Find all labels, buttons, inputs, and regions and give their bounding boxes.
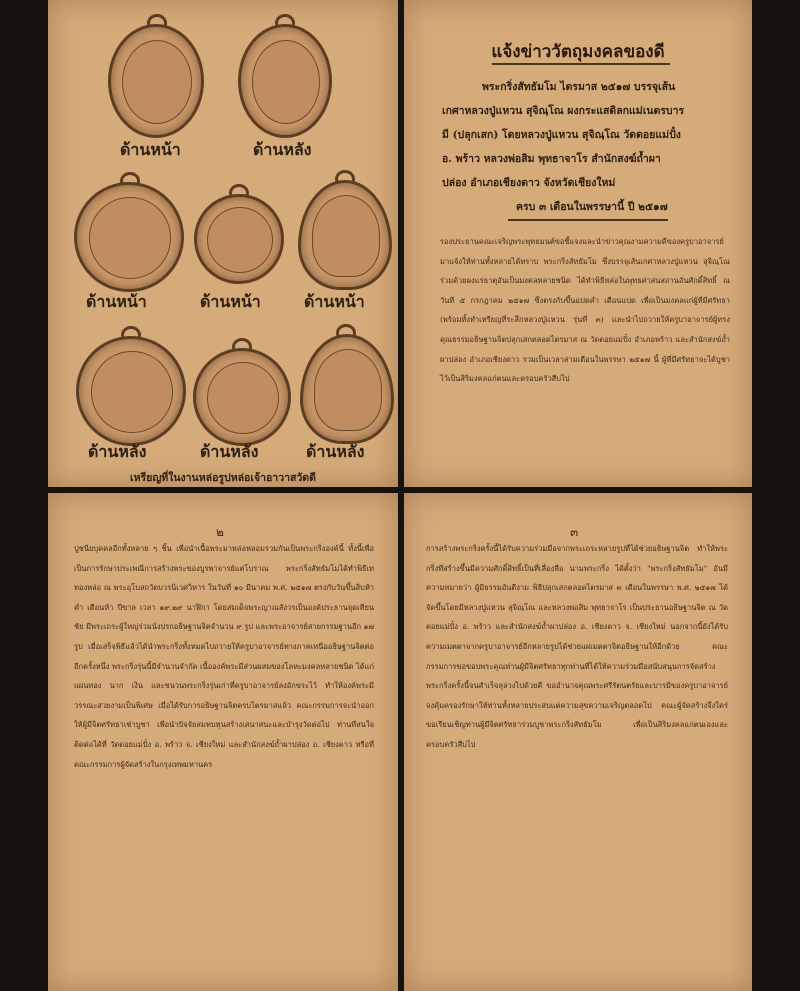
medal-front-oval	[108, 24, 204, 138]
medal-back-bell	[300, 334, 394, 444]
medal-back-oval	[238, 24, 332, 138]
medal-photo-page	[48, 0, 398, 487]
page-3	[404, 493, 752, 991]
page-2-body: ปูชนียบุคคลอีกทั้งหลาย ๆ ชิ้น เพื่อนำเนื้อพระมาหล่อหลอมรวมกันเป็นพระกริ่งองค์นี้ ทั้งนี้เพื่อเป็นการรักษาประเพณีการสร้างพระของบูรพาจารย์แต่โบราณ พระกริ่งสัทธัมโมได้ทำพิธีเททองหล่อ ณ พระอุโบสถวัดบวรนิเวศวิหาร ในวันที่ ๑๐ มีนาคม พ.ศ. ๒๕๑๗ ตรงกับวันขึ้นสิบห้าค่ำ เดือนห้า ปีขาล เวลา ๑๙.๒๙ นาฬิกา โดยสมเด็จพระญาณสังวรเป็นองค์ประธานจุดเทียนชัย มีพระเถระผู้ใหญ่ร่วมนั่งปรกอธิษฐานจิตจำนวน ๙ รูป และพระอาจารย์สายกรรมฐานอีก ๑๗ รูป เมื่อเสร็จพิธีแล้วได้นำพระกริ่งทั้งหมดไปถวายให้ครูบาอาจารย์ทางภาคเหนืออธิษฐานจิตต่ออีกครั้งหนึ่ง พระกริ่งรุ่นนี้มีจำนวนจำกัด เนื้อองค์พระมีส่วนผสมของโลหะมงคลหลายชนิด ได้แก่ แผ่นทอง นาก เงิน และชนวนพระกริ่งรุ่นเก่าที่ครูบาอาจารย์ลงอักขระไว้ ทำให้องค์พระมีวรรณะสวยงามเป็นพิเศษ เมื่อได้รับการอธิษฐานจิตครบไตรมาสแล้ว คณะกรรมการจะนำออกให้ผู้มีจิตศรัทธาเช่าบูชา เพื่อนำปัจจัยสมทบทุนสร้างเสนาสนะและบำรุงวัดต่อไป ท่านที่สนใจติดต่อได้ที่ วัดดอยแม่ปั๋ง อ. พร้าว จ. เชียงใหม่ และสำนักสงฆ์ถ้ำผาปล่อง อ. เชียงดาว หรือที่คณะกรรมการผู้จัดสร้างในกรุงเทพมหานคร	[74, 544, 374, 769]
medal-back-round-1	[76, 336, 186, 446]
caption-back-4: ด้านหลัง	[306, 442, 365, 461]
medal-front-bell	[298, 180, 392, 290]
page-number: ๓	[570, 525, 579, 539]
medal-front-round-1	[74, 182, 184, 292]
page-2	[48, 493, 398, 991]
announcement-subline: พระกริ่งสัทธัมโม ไตรมาส ๒๕๑๗ บรรจุเส้น	[482, 81, 676, 93]
announcement-subline: ปล่อง อำเภอเชียงดาว จังหวัดเชียงใหม่	[442, 177, 616, 189]
caption-back-1: ด้านหลัง	[253, 140, 312, 159]
medal-back-round-2	[193, 348, 291, 446]
caption-back-3: ด้านหลัง	[200, 442, 259, 461]
announcement-subline: อ. พร้าว หลวงพ่อสิม พุทธาจาโร สำนักสงฆ์ถ้ำผา	[442, 153, 661, 165]
caption-back-2: ด้านหลัง	[88, 442, 147, 461]
announcement-page	[404, 0, 752, 487]
photo-plate-caption: เหรียญที่ในงานหล่อรูปหล่อเจ้าอาวาสวัดดี	[130, 472, 316, 484]
subline-underline	[508, 219, 668, 221]
caption-front-2: ด้านหน้า	[86, 292, 147, 311]
page-number: ๒	[216, 525, 224, 539]
title-underline	[492, 63, 670, 65]
announcement-subline: มี (ปลุกเสก) โดยหลวงปู่แหวน สุจิณฺโณ วัดดอยแม่ปั๋ง	[442, 129, 681, 141]
announcement-subline: เกศาหลวงปู่แหวน สุจิณฺโณ ผงกระแสดิลกแม่เนตรบาร	[442, 105, 685, 117]
page-3-body: การสร้างพระกริ่งครั้งนี้ได้รับความร่วมมือจากพระเถระหลายรูปที่ได้ช่วยอธิษฐานจิต ทำให้พระกริ่งที่สร้างขึ้นมีความศักดิ์สิทธิ์เป็นที่เลื่องลือ นามพระกริ่ง ได้ตั้งว่า "พระกริ่งสัทธัมโม" อันมีความหมายว่า ผู้มีธรรมอันดีงาม พิธีปลุกเสกตลอดไตรมาส ๓ เดือนในพรรษา พ.ศ. ๒๕๑๗ ได้จัดขึ้นโดยมีหลวงปู่แหวน สุจิณฺโณ และหลวงพ่อสิม พุทธาจาโร เป็นประธานอธิษฐานจิต ณ วัดดอยแม่ปั๋ง อ. พร้าว และสำนักสงฆ์ถ้ำผาปล่อง อ. เชียงดาว จ. เชียงใหม่ นอกจากนี้ยังได้รับความเมตตาจากครูบาอาจารย์อีกหลายรูปได้ช่วยแผ่เมตตาจิตอธิษฐานให้อีกด้วย คณะกรรมการขอขอบพระคุณท่านผู้มีจิตศรัทธาทุกท่านที่ได้ให้ความร่วมมือสนับสนุนการจัดสร้างพระกริ่งครั้งนี้จนสำเร็จลุล่วงไปด้วยดี ขออำนาจคุณพระศรีรัตนตรัยและบารมีของครูบาอาจารย์ จงคุ้มครองรักษาให้ท่านทั้งหลายประสบแต่ความสุขความเจริญตลอดไป คณะผู้จัดสร้างจึงใคร่ขอเรียนเชิญท่านผู้มีจิตศรัทธาร่วมบูชาพระกริ่งสัทธัมโม เพื่อเป็นสิริมงคลแก่ตนเองและครอบครัวสืบไป	[426, 544, 728, 749]
medal-front-portrait	[194, 194, 284, 284]
caption-front-4: ด้านหน้า	[304, 292, 365, 311]
announcement-title: แจ้งข่าววัตถุมงคลของดี	[491, 42, 665, 62]
caption-front-1: ด้านหน้า	[120, 140, 181, 159]
announcement-subline: ครบ ๓ เดือนในพรรษานี้ ปี ๒๕๑๗	[516, 201, 668, 213]
announcement-body: รองประธานคณะเจริญพระพุทธมนต์ขอชี้แจงและนำข่าวคุณงามความดีของครูบาอาจารย์มาแจ้งให้ท่านทั้งหลายได้ทราบ พระกริ่งสัทธัมโม ซึ่งบรรจุเส้นเกศาหลวงปู่แหวน สุจิณฺโณ ร่วมด้วยผงแร่ธาตุอันเป็นมงคลหลายชนิด ได้ทำพิธีหล่อในพุทธศาสนสถานอันศักดิ์สิทธิ์ ณ วันที่ ๕ กรกฎาคม ๒๕๑๗ ซึ่งตรงกับขึ้นแปดค่ำ เดือนแปด เพื่อเป็นมงคลแก่ผู้ที่มีศรัทธา (พร้อมทั้งทำเหรียญที่ระลึกหลวงปู่แหวน รุ่นที่ ๓) และนำไปถวายให้ครูบาอาจารย์ผู้ทรงคุณธรรมอธิษฐานจิตปลุกเสกตลอดไตรมาส ณ วัดดอยแม่ปั๋ง อำเภอพร้าว และสำนักสงฆ์ถ้ำผาปล่อง อำเภอเชียงดาว รวมเป็นเวลาสามเดือนในพรรษา ๒๕๑๗ นี้ ผู้ที่มีศรัทธาจะได้บูชาไว้เป็นสิริมงคลแก่ตนและครอบครัวสืบไป	[440, 237, 730, 384]
caption-front-3: ด้านหน้า	[200, 292, 261, 311]
